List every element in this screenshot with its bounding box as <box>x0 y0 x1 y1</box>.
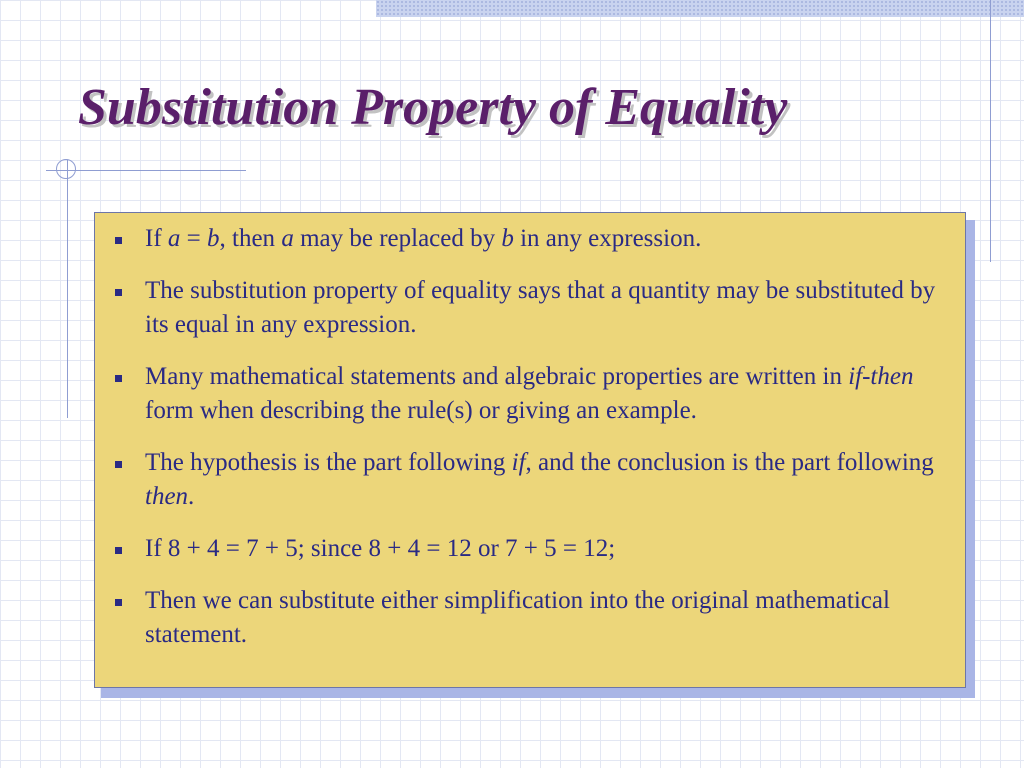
bullet-text-segment: , and the conclusion is the part following <box>525 449 934 476</box>
bullet-text-segment: If 8 + 4 = 7 + 5; since 8 + 4 = 12 or 7 + 5 = 12; <box>145 535 616 562</box>
bullet-item <box>105 584 947 652</box>
bullet-text-segment: b <box>207 225 220 252</box>
bullet-text-segment: then <box>145 483 189 510</box>
slide-title: Substitution Property of Equality <box>78 79 788 136</box>
content-box <box>94 212 966 688</box>
decorative-vertical-line-right <box>990 0 991 262</box>
bullet-text-segment: form when describing the rule(s) or giving an example. <box>145 397 697 424</box>
bullet-text-segment: in any expression. <box>513 225 702 252</box>
bullet-item <box>105 446 947 514</box>
decorative-vertical-line-left <box>67 160 68 418</box>
bullet-item <box>105 222 947 256</box>
bullet-text-segment: The hypothesis is the part following <box>145 449 512 476</box>
square-bullet-icon <box>115 289 122 296</box>
bullet-text-segment: If <box>145 225 168 252</box>
bullet-text-segment: Many mathematical statements and algebraic properties are written in <box>145 363 849 390</box>
bullet-text-segment: = <box>180 225 208 252</box>
square-bullet-icon <box>115 599 122 606</box>
bullet-item <box>105 360 947 428</box>
bullet-item <box>105 532 947 566</box>
square-bullet-icon <box>115 237 122 244</box>
bullet-text-segment: The substitution property of equality says that a quantity may be substituted by its equal in any expression. <box>145 277 936 338</box>
bullet-text-segment: , then <box>219 225 282 252</box>
square-bullet-icon <box>115 547 122 554</box>
bullet-text-segment: if-then <box>848 363 914 390</box>
bullet-text-segment: b <box>501 225 514 252</box>
bullet-item <box>105 274 947 342</box>
bullet-text-segment: . <box>188 483 195 510</box>
bullet-text-segment: a <box>167 225 181 252</box>
square-bullet-icon <box>115 375 122 382</box>
bullet-list <box>105 222 947 652</box>
bullet-text-segment: may be replaced by <box>293 225 502 252</box>
square-bullet-icon <box>115 461 122 468</box>
bullet-text-segment: Then we can substitute either simplification into the original mathematical statement. <box>145 587 890 648</box>
bullet-text-segment: a <box>281 225 294 252</box>
decorative-title-underline <box>46 170 246 171</box>
bullet-text-segment: if <box>511 449 526 476</box>
decorative-circle-mark <box>56 159 76 179</box>
decorative-top-band <box>376 0 1024 17</box>
